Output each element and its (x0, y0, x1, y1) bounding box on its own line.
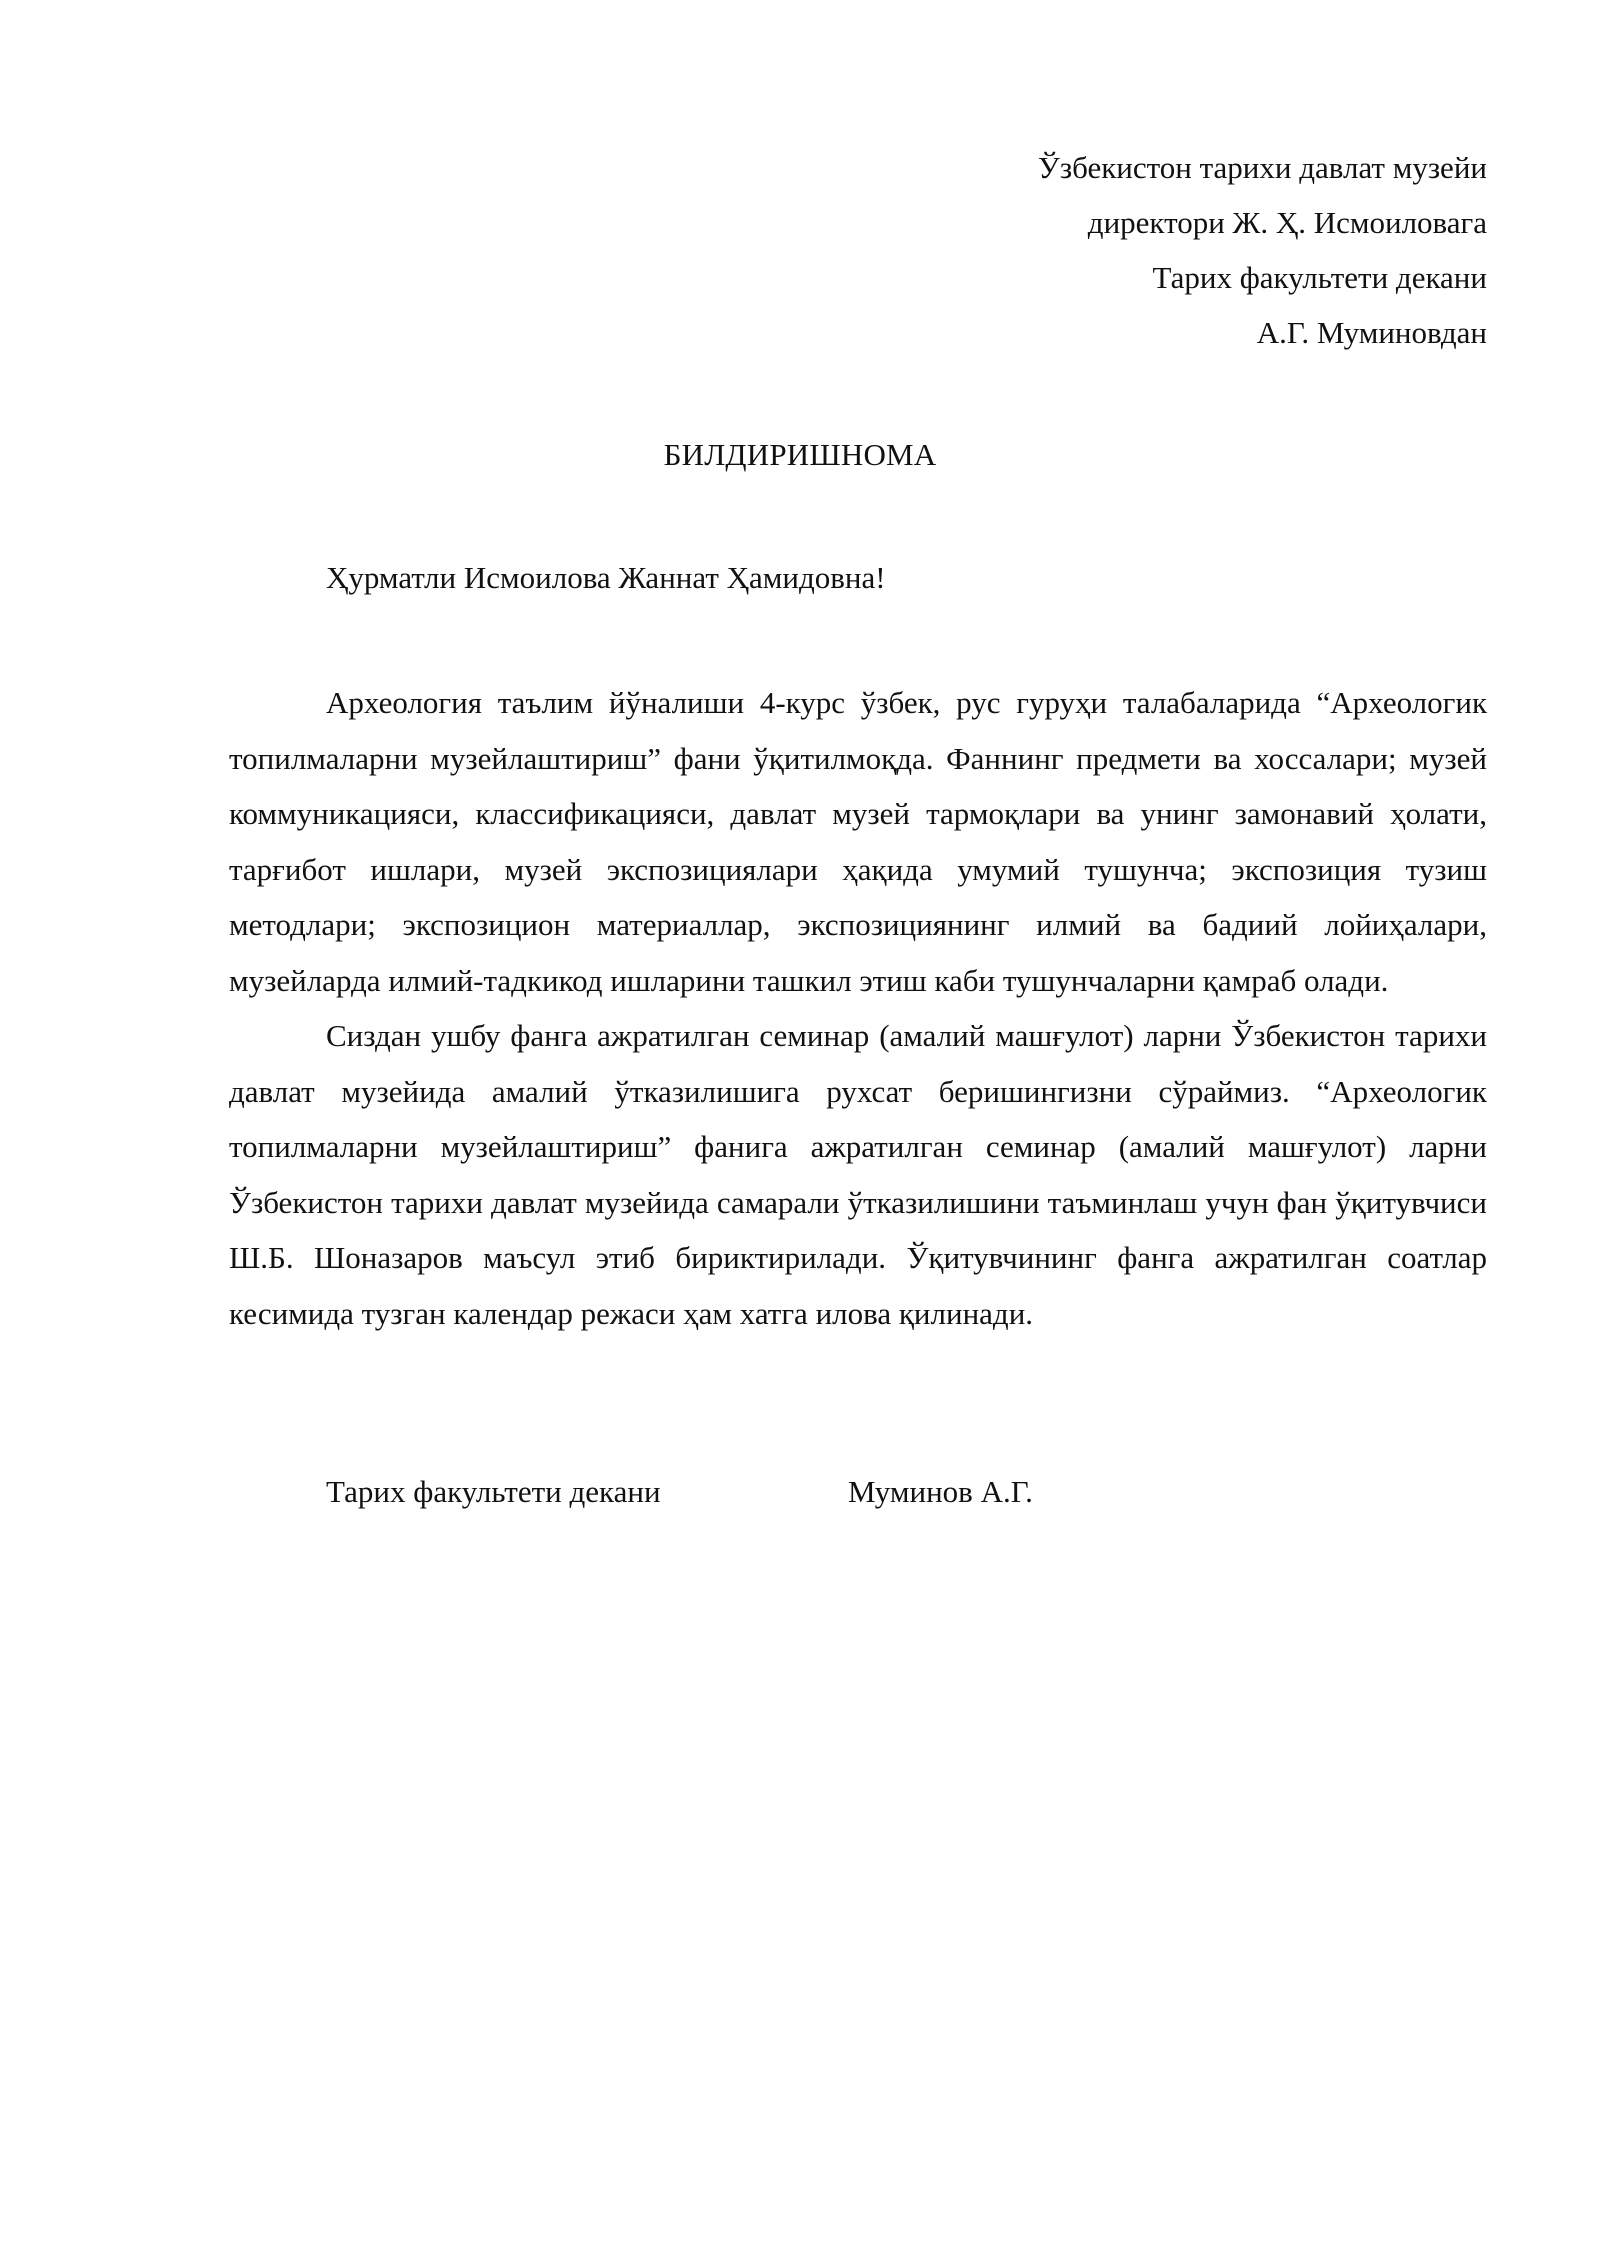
body-paragraph: Сиздан ушбу фанга ажратилган семинар (амалий машғулот) ларни Ўзбекистон тарихи давлат музейида амалий ўтказилишига рухсат беришингизни сўраймиз. “Археологик топилмаларни музейлаштириш” фанига ажратилган семинар (амалий машғулот) ларни Ўзбекистон тарихи давлат музейида самарали ўтказилишини таъминлаш учун фан ўқитувчиси Ш.Б. Шоназаров маъсул этиб бириктирилади. Ўқитувчининг фанга ажратилган соатлар кесимида тузган календар режаси ҳам хатга илова қилинади. (229, 1018, 1487, 1331)
document-title: БИЛДИРИШНОМА (663, 437, 937, 472)
salutation: Ҳурматли Исмоилова Жаннат Ҳамидовна! (326, 560, 886, 595)
addressee-block (1038, 140, 1487, 360)
addressee-line-museum: Ўзбекистон тарихи давлат музейи (1037, 150, 1487, 185)
addressee-line-sender: А.Г. Муминовдан (1256, 315, 1487, 350)
body-paragraph: Археология таълим йўналиши 4-курс ўзбек, рус гуруҳи талабаларида “Археологик топилмаларни музейлаштириш” фани ўқитилмоқда. Фаннинг предмети ва хоссалари; музей коммуникацияси, классификацияси, давлат музей тармоқлари ва унинг замонавий ҳолати, тарғибот ишлари, музей экспозициялари ҳақида умумий тушунча; экспозиция тузиш методлари; экспозицион материаллар, экспозициянинг илмий ва бадиий лойиҳалари, музейларда илмий-тадкикод ишларини ташкил этиш каби тушунчаларни қамраб олади. (229, 685, 1487, 998)
addressee-line-dean-title: Тарих факультети декани (1152, 260, 1487, 295)
signature-role: Тарих факультети декани (326, 1474, 661, 1509)
signature-name: Муминов А.Г. (848, 1474, 1033, 1509)
addressee-line-director: директори Ж. Ҳ. Исмоиловага (1087, 205, 1487, 240)
letter-body (229, 675, 1487, 1341)
